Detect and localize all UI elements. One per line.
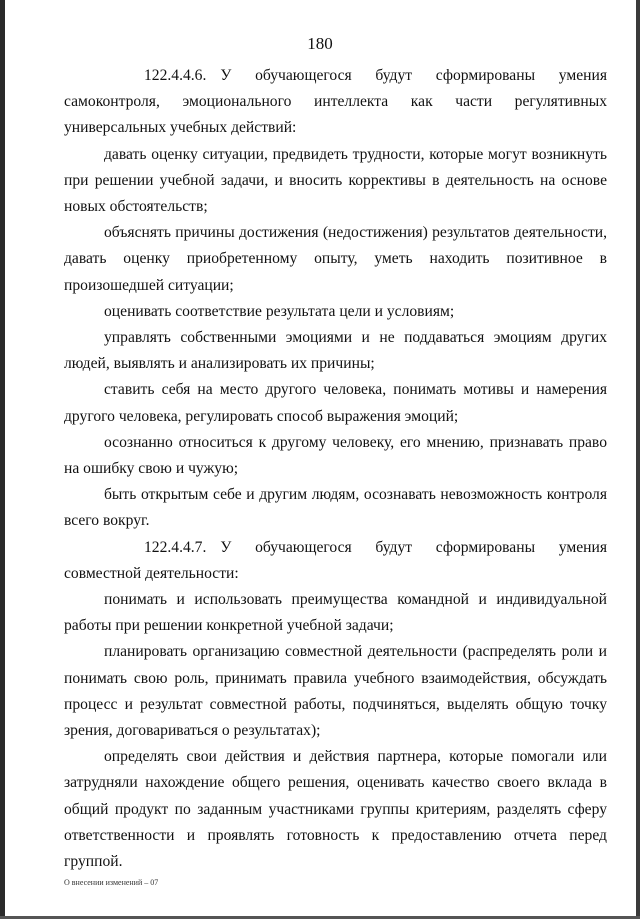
list-item: планировать организацию совместной деятельности (распределять роли и понимать свою роль, принимать правила учебного взаимодействия, обсуждать процесс и результат совместной работы, подчиняться, выделять общую точку зрения, договариваться о результатах);: [64, 643, 607, 740]
list-item: быть открытым себе и другим людям, осознавать невозможность контроля всего вокруг.: [64, 486, 607, 530]
section-number: 122.4.4.7.: [144, 538, 207, 556]
list-item: оценивать соответствие результата цели и условиям;: [104, 302, 455, 320]
paragraph-text: У обучающегося будут сформированы умения самоконтроля, эмоционального интеллекта как части регулятивных универсальных учебных действий:: [64, 67, 607, 137]
paragraph-text: У обучающегося будут сформированы умения совместной деятельности:: [64, 538, 607, 582]
scan-edge-left: [0, 0, 5, 919]
scan-edge-right: [636, 0, 640, 919]
list-item: управлять собственными эмоциями и не поддаваться эмоциям других людей, выявлять и анализировать их причины;: [64, 329, 607, 373]
list-item: осознанно относиться к другому человеку, его мнению, признавать право на ошибку свою и чужую;: [64, 433, 607, 478]
list-item: давать оценку ситуации, предвидеть трудности, которые могут возникнуть при решении учебной задачи, и вносить коррективы в деятельность на основе новых обстоятельств;: [64, 145, 607, 216]
section-paragraph: [64, 535, 607, 587]
list-item: определять свои действия и действия партнера, которые помогали или затрудняли нахождение общего решения, оценивать качество своего вклада в общий продукт по заданным участниками группы критериям, разделять сферу ответственности и проявлять готовность к предоставлению отчета перед группой.: [64, 748, 607, 871]
list-item: объяснять причины достижения (недостижения) результатов деятельности, давать оценку приобретенному опыту, уметь находить позитивное в произошедшей ситуации;: [64, 224, 607, 294]
list-item: ставить себя на место другого человека, понимать мотивы и намерения другого человека, регулировать способ выражения эмоций;: [64, 381, 607, 425]
section-paragraph: [64, 63, 607, 142]
section-number: 122.4.4.6.: [144, 67, 207, 84]
page-number: 180: [307, 34, 333, 53]
document-body: [64, 63, 607, 875]
list-item: понимать и использовать преимущества командной и индивидуальной работы при решении конкретной учебной задачи;: [64, 591, 607, 635]
footer-note: О внесении изменений – 07: [64, 878, 159, 887]
